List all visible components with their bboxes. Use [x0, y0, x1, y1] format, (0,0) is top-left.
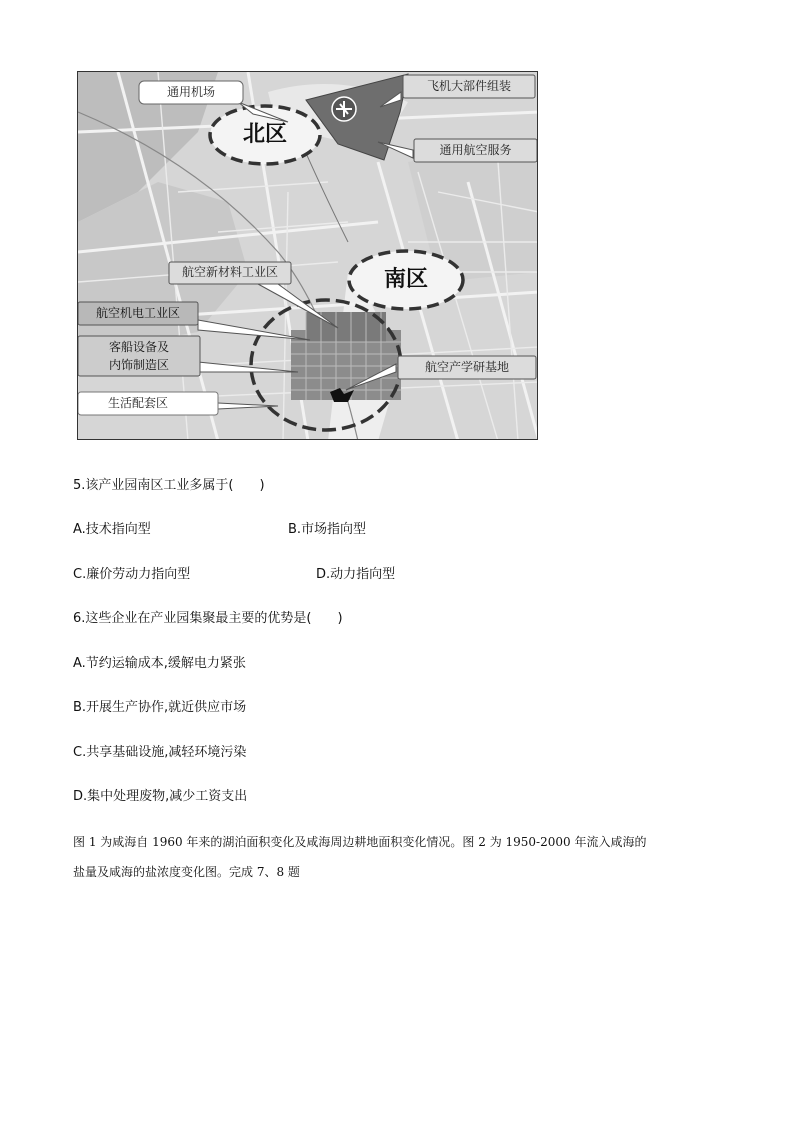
question-5-stem: 5.该产业园南区工业多属于( ) [73, 478, 265, 493]
question-5-option-d[interactable]: D.动力指向型 [316, 567, 396, 582]
question-5-option-c[interactable]: C.廉价劳动力指向型 [73, 567, 191, 582]
label-aviation-electromech: 航空机电工业区 [95, 306, 180, 320]
label-living-support: 生活配套区 [107, 396, 168, 410]
label-aviation-materials: 航空新材料工业区 [181, 265, 278, 279]
question-6-option-c[interactable]: C.共享基础设施,减轻环境污染 [73, 745, 247, 760]
label-ship-equipment-line2: 内饰制造区 [108, 358, 169, 372]
label-aviation-research: 航空产学研基地 [424, 360, 509, 374]
label-aircraft-assembly: 飞机大部件组装 [426, 79, 511, 93]
question-6-option-b[interactable]: B.开展生产协作,就近供应市场 [73, 700, 247, 715]
question-5-option-b[interactable]: B.市场指向型 [288, 522, 367, 537]
question-5-option-a[interactable]: A.技术指向型 [73, 522, 151, 537]
label-south-zone: 南区 [383, 267, 428, 292]
question-6-option-a[interactable]: A.节约运输成本,缓解电力紧张 [73, 656, 246, 671]
industrial-park-map [77, 71, 538, 440]
intro-line-2: 盐量及咸海的盐浓度变化图。完成 7、8 题 [73, 865, 300, 879]
label-north-zone: 北区 [242, 122, 287, 147]
intro-line-1: 图 1 为咸海自 1960 年来的湖泊面积变化及咸海周边耕地面积变化情况。图 2 为 1950-2000 年流入咸海的 [73, 835, 647, 849]
label-general-airport: 通用机场 [166, 85, 215, 99]
question-6-stem: 6.这些企业在产业园集聚最主要的优势是( ) [73, 611, 343, 626]
question-6-option-d[interactable]: D.集中处理废物,减少工资支出 [73, 789, 248, 804]
label-ship-equipment-line1: 客船设备及 [108, 340, 169, 354]
label-general-aviation-service: 通用航空服务 [439, 143, 512, 157]
